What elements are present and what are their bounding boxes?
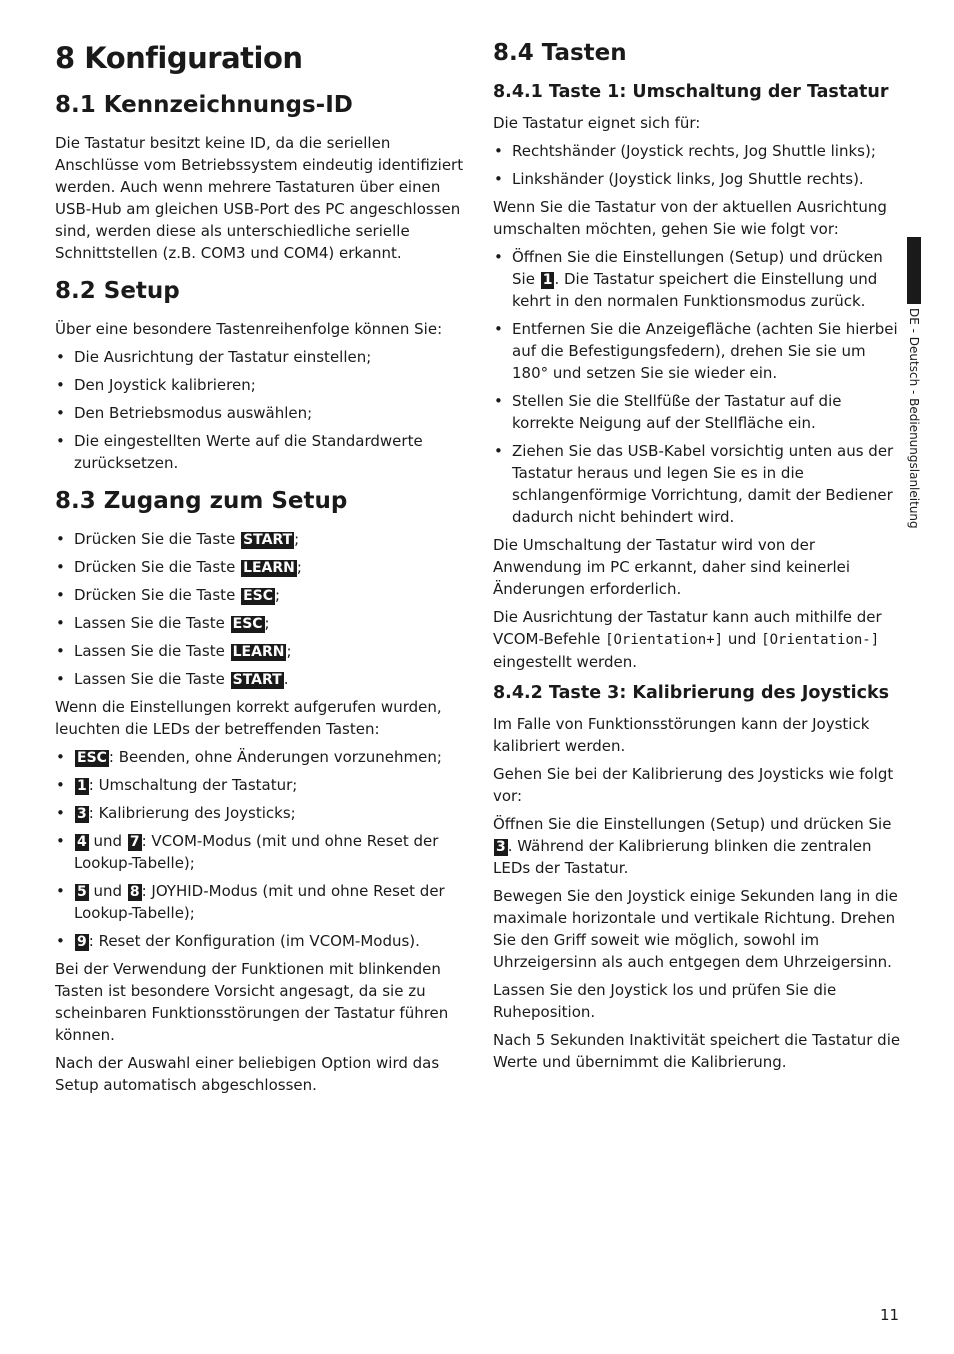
subsection-heading-8-4-2: 8.4.2 Taste 3: Kalibrierung des Joysticks bbox=[493, 683, 890, 703]
vcom-text: Die Ausrichtung der Tastatur kann auch mithilfe der VCOM-Befehle bbox=[493, 608, 882, 648]
setup-access-steps bbox=[55, 528, 465, 690]
list-item: • Den Joystick kalibrieren; bbox=[55, 374, 465, 396]
paragraph-calibration-5: Lassen Sie den Joystick los und prüfen Sie die Ruheposition. bbox=[493, 981, 837, 1021]
list-item: • Entfernen Sie die Anzeigefläche (achten Sie hierbei auf die Befestigungsfedern), drehen Sie sie um 180° und setzen Sie sie wieder ein. bbox=[493, 318, 903, 384]
list-item bbox=[55, 802, 465, 824]
calibration-text: . Während der Kalibrierung blinken die zentralen LEDs der Tastatur. bbox=[493, 837, 872, 877]
right-column bbox=[493, 38, 903, 1079]
step-text: . Die Tastatur speichert die Einstellung und kehrt in den normalen Funktionsmodus zurück. bbox=[512, 270, 878, 310]
paragraph-calibration-6: Nach 5 Sekunden Inaktivität speichert die Tastatur die Werte und übernimmt die Kalibrierung. bbox=[493, 1031, 901, 1071]
conjunction: und bbox=[88, 882, 127, 900]
step-text: . bbox=[283, 670, 289, 688]
chapter-title: 8 Konfiguration bbox=[55, 41, 303, 75]
list-item: • Die Ausrichtung der Tastatur einstellen; bbox=[55, 346, 465, 368]
language-tab-marker bbox=[907, 237, 921, 304]
language-tab-label: DE - Deutsch - Bedienungslanleitung bbox=[907, 308, 921, 529]
key-label: 3 bbox=[496, 839, 506, 855]
key-label: 1 bbox=[542, 272, 553, 288]
list-item bbox=[55, 930, 465, 952]
key-label: START bbox=[232, 672, 282, 688]
key-label: 9 bbox=[77, 934, 87, 950]
list-item bbox=[55, 640, 465, 662]
list-item bbox=[55, 612, 465, 634]
step-text: ; bbox=[296, 558, 302, 576]
step-text: Drücken Sie die Taste bbox=[74, 558, 241, 576]
list-item bbox=[55, 746, 465, 768]
step-text: ; bbox=[286, 642, 292, 660]
list-item: • Stellen Sie die Stellfüße der Tastatur auf die korrekte Neigung auf der Stellfläche ein. bbox=[493, 390, 903, 434]
list-item: • Rechtshänder (Joystick rechts, Jog Shuttle links); bbox=[493, 140, 903, 162]
key-label: LEARN bbox=[243, 560, 295, 576]
conjunction: und bbox=[88, 832, 127, 850]
section-heading-8-2: 8.2 Setup bbox=[55, 278, 180, 304]
list-item: • Linkshänder (Joystick links, Jog Shuttle rechts). bbox=[493, 168, 903, 190]
key-label: 8 bbox=[129, 884, 140, 900]
list-item bbox=[493, 246, 903, 312]
list-item bbox=[55, 774, 465, 796]
list-item bbox=[55, 584, 465, 606]
paragraph-calibration-1: Im Falle von Funktionsstörungen kann der Joystick kalibriert werden. bbox=[493, 715, 870, 755]
list-item bbox=[55, 668, 465, 690]
step-text: Drücken Sie die Taste bbox=[74, 586, 241, 604]
switch-steps-list bbox=[493, 246, 903, 528]
key-label: 3 bbox=[77, 806, 87, 822]
vcom-command: [Orientation-] bbox=[761, 632, 880, 648]
list-item: • Ziehen Sie das USB-Kabel vorsichtig unten aus der Tastatur heraus und legen Sie es in die schlangenförmige Vorrichtung, damit der Bediener dadurch nicht behindert wird. bbox=[493, 440, 903, 528]
list-item bbox=[55, 880, 465, 924]
key-label: ESC bbox=[232, 616, 263, 632]
led-text: : Beenden, ohne Änderungen vorzunehmen; bbox=[108, 748, 442, 766]
paragraph-setup-end: Nach der Auswahl einer beliebigen Option wird das Setup automatisch abgeschlossen. bbox=[55, 1054, 440, 1094]
vcom-command: [Orientation+] bbox=[605, 632, 724, 648]
subsection-heading-8-4-1: 8.4.1 Taste 1: Umschaltung der Tastatur bbox=[493, 82, 889, 102]
page-number: 11 bbox=[880, 1306, 900, 1324]
step-text: Drücken Sie die Taste bbox=[74, 530, 241, 548]
key-label: ESC bbox=[243, 588, 273, 604]
key-label: LEARN bbox=[232, 644, 285, 660]
setup-options-list bbox=[55, 346, 465, 474]
paragraph-vcom bbox=[493, 606, 903, 673]
paragraph-leds-intro: Wenn die Einstellungen korrekt aufgerufen wurden, leuchten die LEDs der betreffenden Tasten: bbox=[55, 698, 442, 738]
suited-list bbox=[493, 140, 903, 190]
step-text: ; bbox=[294, 530, 300, 548]
step-text: Lassen Sie die Taste bbox=[74, 614, 230, 632]
section-heading-8-1: 8.1 Kennzeichnungs-ID bbox=[55, 92, 353, 118]
paragraph-suited-intro: Die Tastatur eignet sich für: bbox=[493, 114, 701, 132]
key-label: 7 bbox=[129, 834, 140, 850]
key-label: ESC bbox=[77, 750, 107, 766]
vcom-text: und bbox=[723, 630, 762, 648]
step-text: Lassen Sie die Taste bbox=[74, 670, 230, 688]
paragraph-switch-intro: Wenn Sie die Tastatur von der aktuellen Ausrichtung umschalten möchten, gehen Sie wie folgt vor: bbox=[493, 198, 887, 238]
led-options-list bbox=[55, 746, 465, 952]
list-item bbox=[55, 556, 465, 578]
section-heading-8-3: 8.3 Zugang zum Setup bbox=[55, 488, 348, 514]
paragraph-caution: Bei der Verwendung der Funktionen mit blinkenden Tasten ist besondere Vorsicht angesagt, da sie zu scheinbaren Funktionsstörungen der Tastatur führen können. bbox=[55, 960, 449, 1044]
step-text: ; bbox=[274, 586, 281, 604]
paragraph-calibration-3 bbox=[493, 813, 903, 879]
key-label: 1 bbox=[77, 778, 87, 794]
paragraph-calibration-2: Gehen Sie bei der Kalibrierung des Joysticks wie folgt vor: bbox=[493, 765, 894, 805]
calibration-text: Öffnen Sie die Einstellungen (Setup) und drücken Sie bbox=[493, 815, 892, 833]
led-text: : VCOM-Modus (mit und ohne Reset der Lookup-Tabelle); bbox=[74, 832, 439, 872]
step-text: Lassen Sie die Taste bbox=[74, 642, 230, 660]
step-text: Öffnen Sie die Einstellungen (Setup) und drücken Sie bbox=[512, 248, 883, 288]
paragraph-calibration-4: Bewegen Sie den Joystick einige Sekunden lang in die maximale horizontale und vertikale Richtung. Drehen Sie den Griff soweit wie möglich, sowohl im Uhrzeigersinn als auch entgegen dem Uhrzeigersinn. bbox=[493, 887, 898, 971]
list-item bbox=[55, 830, 465, 874]
step-text: ; bbox=[264, 614, 270, 632]
key-label: 5 bbox=[77, 884, 87, 900]
led-text: : Umschaltung der Tastatur; bbox=[88, 776, 298, 794]
list-item: • Die eingestellten Werte auf die Standardwerte zurücksetzen. bbox=[55, 430, 465, 474]
list-item: • Den Betriebsmodus auswählen; bbox=[55, 402, 465, 424]
key-label: START bbox=[243, 532, 293, 548]
list-item bbox=[55, 528, 465, 550]
left-column bbox=[55, 38, 465, 1102]
vcom-text: eingestellt werden. bbox=[493, 653, 637, 671]
key-label: 4 bbox=[77, 834, 87, 850]
paragraph-detect: Die Umschaltung der Tastatur wird von der Anwendung im PC erkannt, daher sind keinerlei Änderungen erforderlich. bbox=[493, 536, 851, 598]
paragraph-setup-intro: Über eine besondere Tastenreihenfolge können Sie: bbox=[55, 320, 443, 338]
section-heading-8-4: 8.4 Tasten bbox=[493, 40, 627, 66]
led-text: : Kalibrierung des Joysticks; bbox=[88, 804, 296, 822]
led-text: : Reset der Konfiguration (im VCOM-Modus). bbox=[88, 932, 420, 950]
paragraph-identification: Die Tastatur besitzt keine ID, da die seriellen Anschlüsse vom Betriebssystem eindeutig identifiziert werden. Auch wenn mehrere Tastaturen über einen USB-Hub am gleichen USB-Port des PC angeschlossen sind, werden diese als unterschiedliche serielle Schnittstellen (z.B. COM3 und COM4) erkannt. bbox=[55, 134, 464, 262]
led-text: : JOYHID-Modus (mit und ohne Reset der Lookup-Tabelle); bbox=[74, 882, 445, 922]
